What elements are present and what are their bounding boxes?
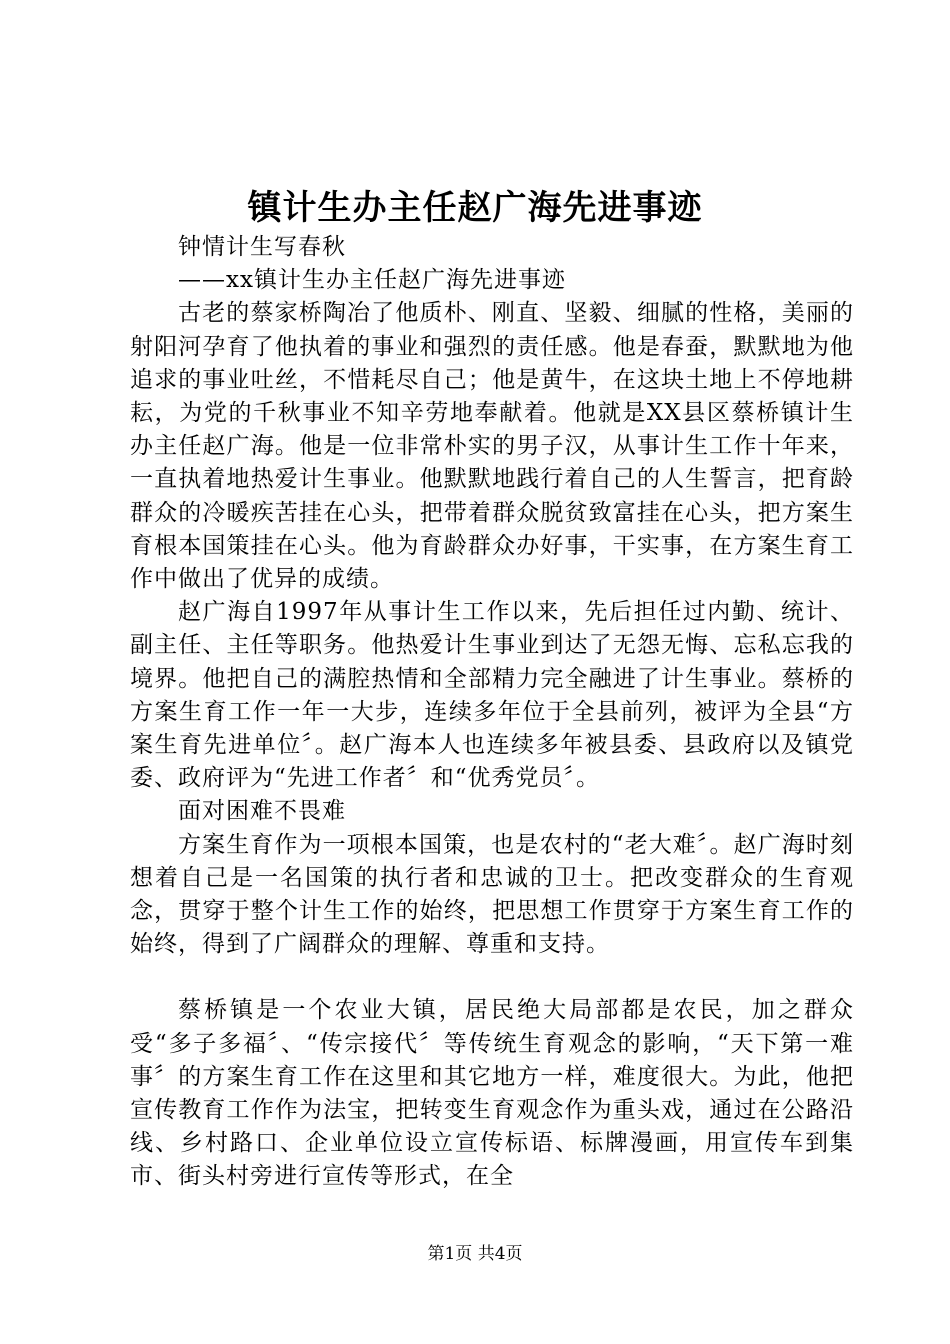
section-heading: 面对困难不畏难 [178, 798, 346, 825]
paragraph: 方案生育作为一项根本国策，也是农村的“老大难〞。赵广海时刻想着自己是一名国策的执行者和忠诚的卫士。把改变群众的生育观念，贯穿于整个计生工作的始终，把思想工作贯穿于方案生育工作的始终，得到了广阔群众的理解、尊重和支持。 [130, 831, 854, 958]
subtitle-byline: ——xx镇计生办主任赵广海先进事迹 [178, 267, 566, 294]
page-footer: 第1页 共4页 [427, 1244, 523, 1264]
paragraph: 蔡桥镇是一个农业大镇，居民绝大局部都是农民，加之群众受“多子多福〞、“传宗接代〞等传统生育观念的影响，“天下第一难事〞的方案生育工作在这里和其它地方一样，难度很大。为此，他把宣传教育工作作为法宝，把转变生育观念作为重头戏，通过在公路沿线、乡村路口、企业单位设立宣传标语、标牌漫画，用宣传车到集市、街头村旁进行宣传等形式，在全 [130, 997, 854, 1190]
paragraph: 古老的蔡家桥陶冶了他质朴、刚直、坚毅、细腻的性格，美丽的射阳河孕育了他执着的事业和强烈的责任感。他是春蚕，默默地为他追求的事业吐丝，不惜耗尽自己；他是黄牛，在这块土地上不停地耕耘，为党的千秋事业不知辛劳地奉献着。他就是XX县区蔡桥镇计生办主任赵广海。他是一位非常朴实的男子汉，从事计生工作十年来，一直执着地热爱计生事业。他默默地践行着自己的人生誓言，把育龄群众的冷暖疾苦挂在心头，把带着群众脱贫致富挂在心头，把方案生育根本国策挂在心头。他为育龄群众办好事，干实事，在方案生育工作中做出了优异的成绩。 [130, 300, 854, 593]
document-title: 镇计生办主任赵广海先进事迹 [247, 188, 703, 228]
paragraph: 赵广海自1997年从事计生工作以来，先后担任过内勤、统计、副主任、主任等职务。他热爱计生事业到达了无怨无悔、忘私忘我的境界。他把自己的满腔热情和全部精力完全融进了计生事业。蔡桥的方案生育工作一年一大步，连续多年位于全县前列，被评为全县“方案生育先进单位〞。赵广海本人也连续多年被县委、县政府以及镇党委、政府评为“先进工作者〞和“优秀党员〞。 [130, 599, 854, 792]
subtitle: 钟情计生写春秋 [178, 234, 346, 260]
document-body [130, 231, 854, 1194]
